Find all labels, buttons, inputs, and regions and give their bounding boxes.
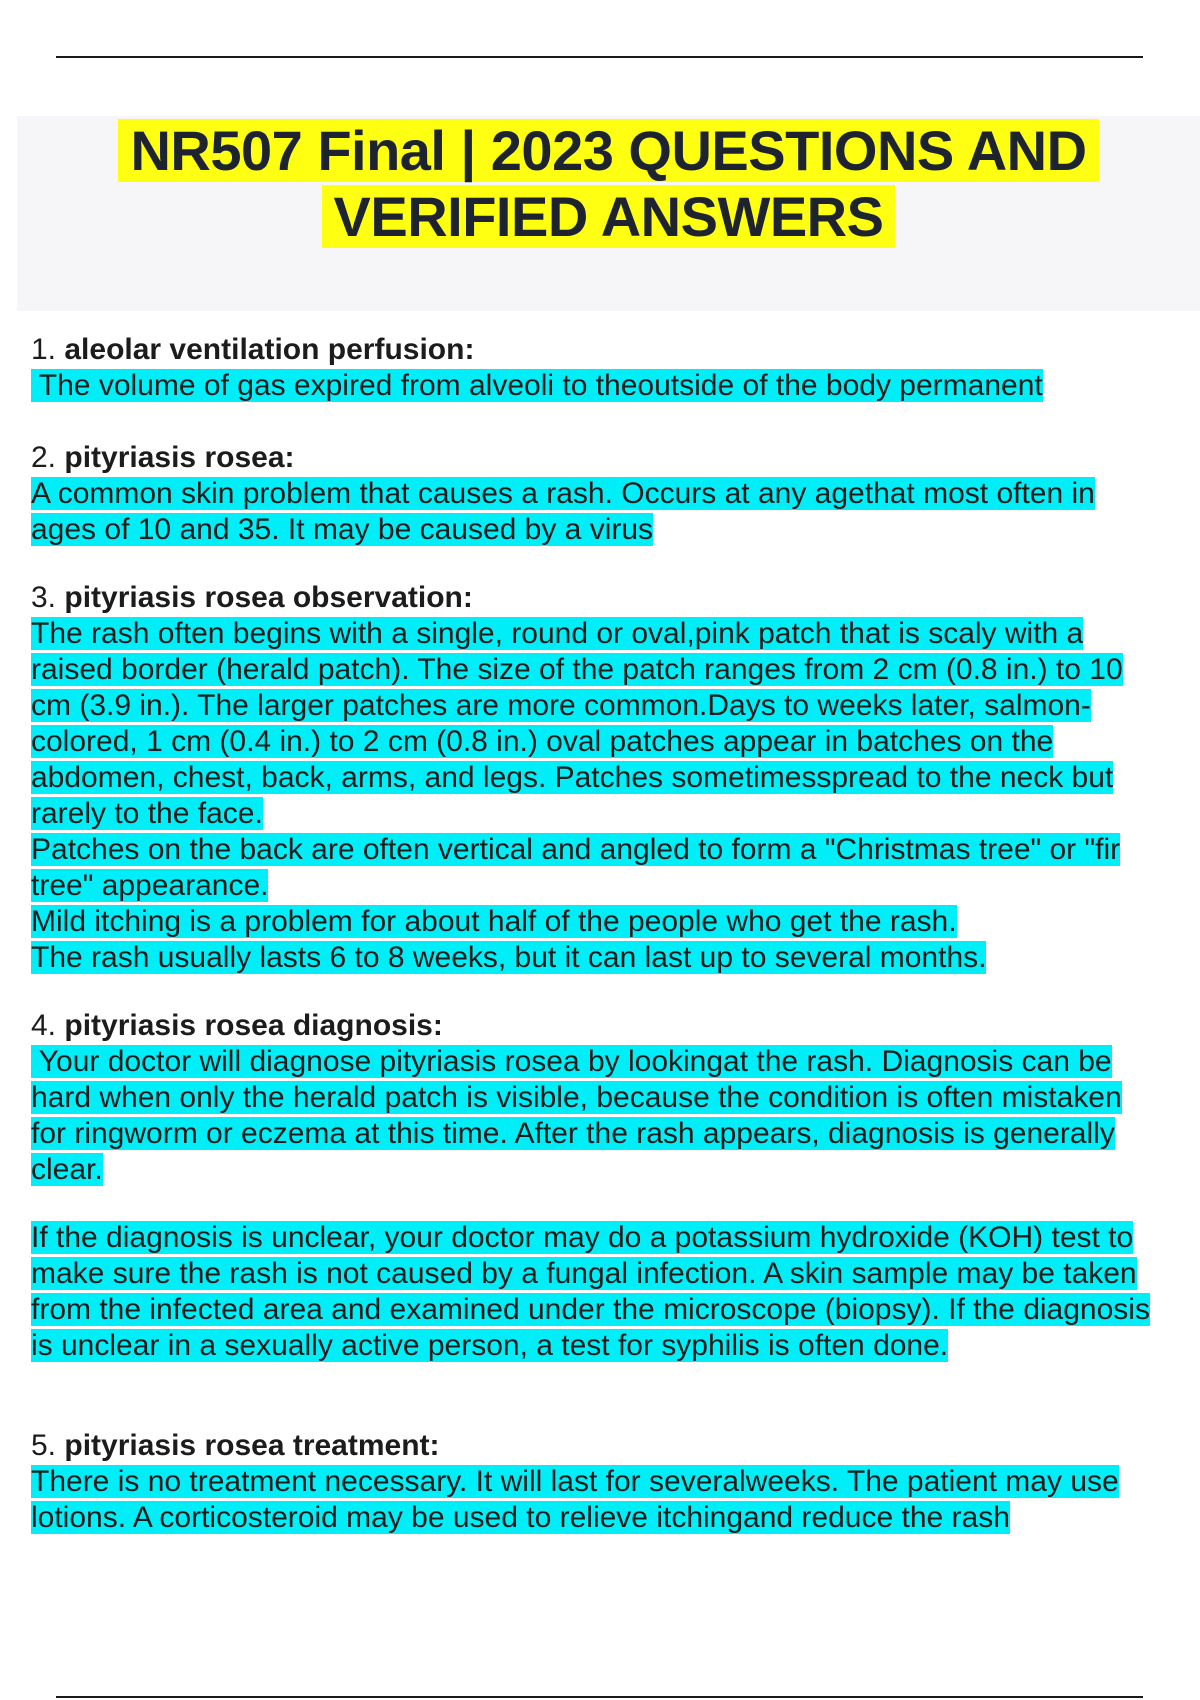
page-title <box>17 116 1200 250</box>
answer <box>31 616 1200 976</box>
question-term: aleolar ventilation perfusion: <box>64 333 475 366</box>
qa-item <box>31 1008 1200 1364</box>
answer-line: hard when only the herald patch is visible, because the condition is often mistaken <box>31 1081 1122 1114</box>
question-term: pityriasis rosea: <box>64 441 295 474</box>
question <box>31 1428 1200 1464</box>
answer-line: rarely to the face. <box>31 797 263 830</box>
answer-line: Mild itching is a problem for about half of the people who get the rash. <box>31 905 957 938</box>
qa-item <box>31 580 1200 976</box>
title-band <box>17 116 1200 311</box>
qa-item <box>31 332 1200 404</box>
answer-line: The rash usually lasts 6 to 8 weeks, but it can last up to several months. <box>31 941 987 974</box>
answer-line: There is no treatment necessary. It will last for severalweeks. The patient may use <box>31 1465 1119 1498</box>
answer-line: tree" appearance. <box>31 869 269 902</box>
answer-line: If the diagnosis is unclear, your doctor may do a potassium hydroxide (KOH) test to <box>31 1221 1134 1254</box>
answer-line: Your doctor will diagnose pityriasis rosea by lookingat the rash. Diagnosis can be <box>31 1045 1112 1078</box>
question <box>31 1008 1200 1044</box>
answer-line: is unclear in a sexually active person, a test for syphilis is often done. <box>31 1329 949 1362</box>
qa-list <box>31 332 1200 1536</box>
question-number: 2. <box>31 441 57 474</box>
answer-line: lotions. A corticosteroid may be used to relieve itchingand reduce the rash <box>31 1501 1010 1534</box>
answer-line: ages of 10 and 35. It may be caused by a virus <box>31 513 654 546</box>
answer-line: cm (3.9 in.). The larger patches are more common.Days to weeks later, salmon- <box>31 689 1091 722</box>
answer <box>31 476 1200 548</box>
answer-line: clear. <box>31 1153 103 1186</box>
top-divider <box>56 56 1143 58</box>
question-number: 5. <box>31 1429 57 1462</box>
title-line-2: VERIFIED ANSWERS <box>322 185 896 248</box>
answer-line: make sure the rash is not caused by a fungal infection. A skin sample may be taken <box>31 1257 1137 1290</box>
qa-item <box>31 440 1200 548</box>
question <box>31 580 1200 616</box>
answer-line: for ringworm or eczema at this time. After the rash appears, diagnosis is generally <box>31 1117 1115 1150</box>
answer-line: The volume of gas expired from alveoli to theoutside of the body permanent <box>31 369 1043 402</box>
answer-line: Patches on the back are often vertical and angled to form a "Christmas tree" or "fir <box>31 833 1121 866</box>
answer-line: abdomen, chest, back, arms, and legs. Patches sometimesspread to the neck but <box>31 761 1114 794</box>
question-term: pityriasis rosea diagnosis: <box>64 1009 443 1042</box>
qa-item <box>31 1428 1200 1536</box>
answer-line: The rash often begins with a single, round or oval,pink patch that is scaly with a <box>31 617 1084 650</box>
question <box>31 440 1200 476</box>
answer <box>31 1464 1200 1536</box>
title-line-1: NR507 Final | 2023 QUESTIONS AND <box>118 119 1098 182</box>
answer <box>31 368 1200 404</box>
question-term: pityriasis rosea treatment: <box>64 1429 440 1462</box>
answer <box>31 1044 1200 1188</box>
bottom-divider <box>56 1696 1143 1698</box>
answer-continued <box>31 1220 1200 1364</box>
question-number: 4. <box>31 1009 57 1042</box>
question-number: 1. <box>31 333 57 366</box>
answer-line: colored, 1 cm (0.4 in.) to 2 cm (0.8 in.) oval patches appear in batches on the <box>31 725 1054 758</box>
question-term: pityriasis rosea observation: <box>64 581 473 614</box>
answer-line: raised border (herald patch). The size of the patch ranges from 2 cm (0.8 in.) to 10 <box>31 653 1123 686</box>
question <box>31 332 1200 368</box>
answer-line: A common skin problem that causes a rash. Occurs at any agethat most often in <box>31 477 1095 510</box>
answer-line: from the infected area and examined under the microscope (biopsy). If the diagnosis <box>31 1293 1150 1326</box>
question-number: 3. <box>31 581 57 614</box>
